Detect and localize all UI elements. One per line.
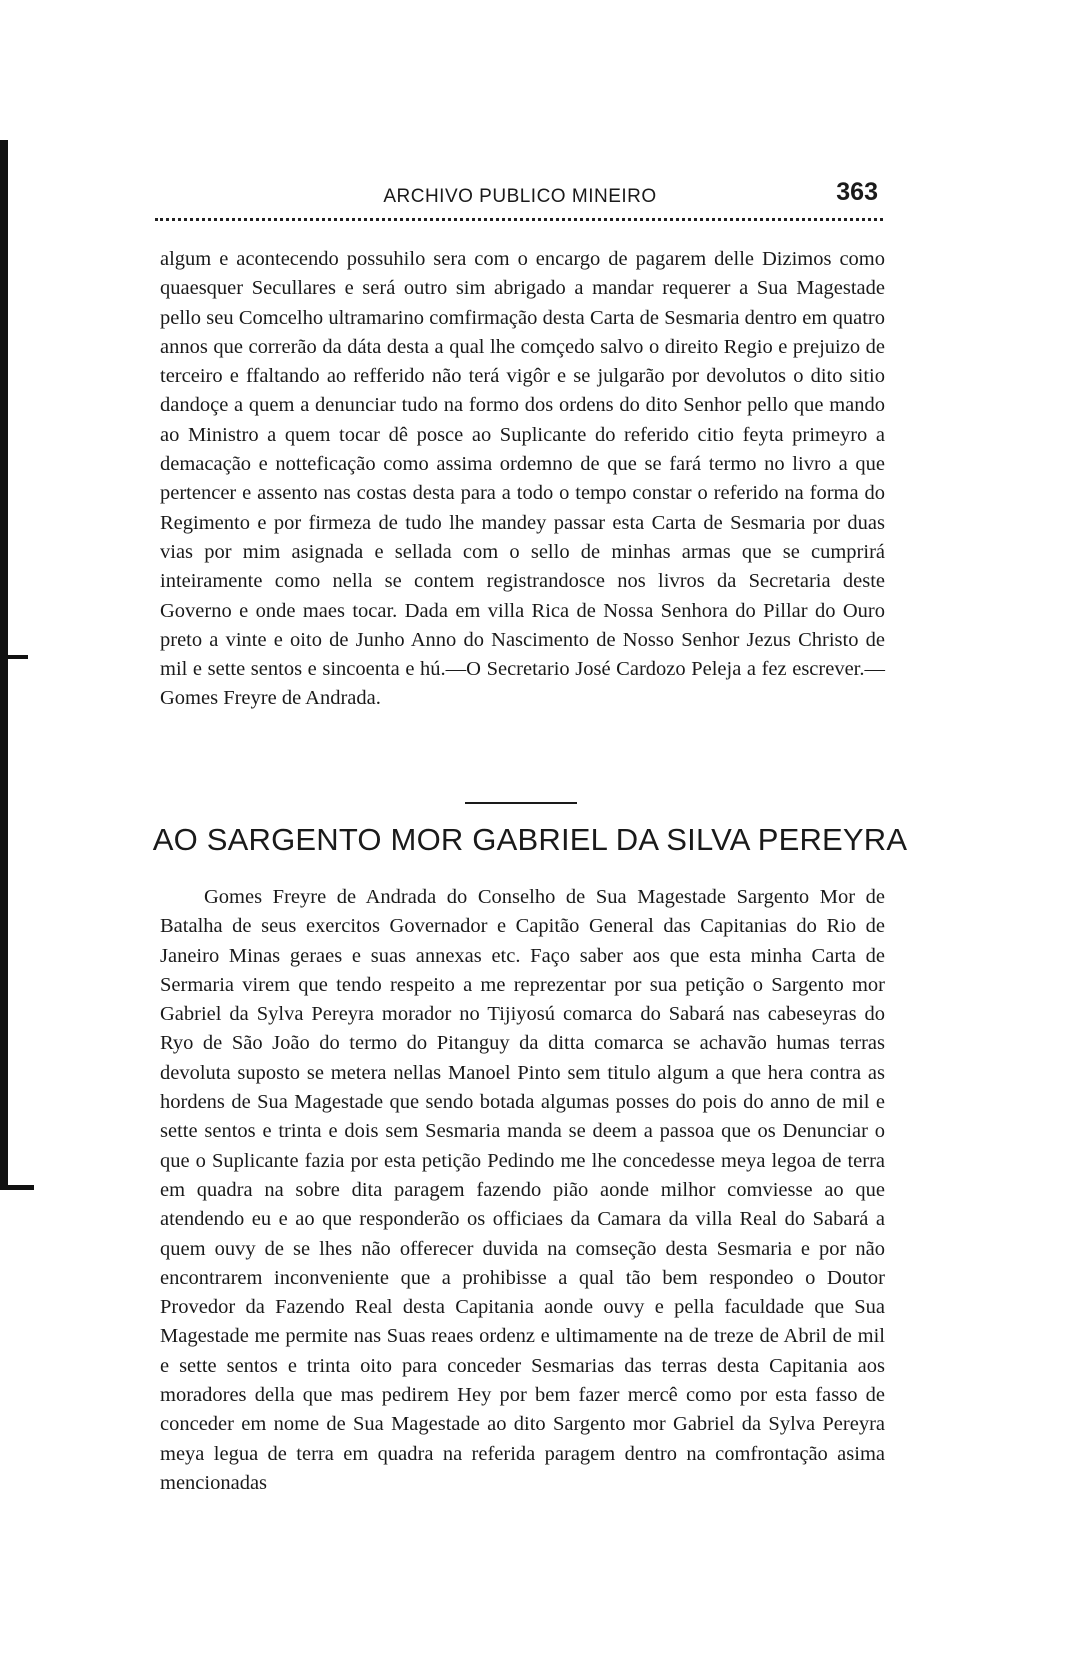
page-number: 363 (836, 178, 878, 206)
edge-mark (0, 1185, 34, 1190)
paragraph-continued-charter: algum e acontecendo possuhilo sera com o encargo de pagarem delle Dizimos como quaesquer Secullares e será outro sim abrigado a mandar requerer a Sua Magestade pello seu Comcelho ultramarino comfirmação desta Carta de Sesmaria dentro em quatro annos que correrão da dáta desta a qual lhe comçedo salvo o direito Regio e prejuizo de terceiro e ffaltando ao refferido não terá vigôr e se julgarão por devolutos o dito sitio dandoçe a quem a denunciar tudo na formo dos ordens do dito Senhor pello que mando ao Ministro a quem tocar dê posce ao Suplicante do referido citio feyta primeyro a demacação e notteficação como assima ordemno de que se fará termo no livro a que pertencer e assento nas costas desta para a todo o tempo constar o referido na forma do Regimento e por firmeza de tudo lhe mandey passar esta Carta de Sesmaria por duas vias por mim asignada e sellada com o sello de minhas armas que se cumprirá inteiramente como nella se contem registrandosce nos livros da Secretaria deste Governo e onde maes tocar. Dada em villa Rica de Nossa Senhora do Pillar do Ouro preto a vinte e oito de Junho Anno do Nascimento de Nosso Senhor Jezus Christo de mil e sette sentos e sincoenta e hú.—O Secretario José Cardozo Peleja a fez escrever.— Gomes Freyre de Andrada. (160, 248, 885, 710)
section-title: AO SARGENTO MOR GABRIEL DA SILVA PEREYRA (152, 822, 908, 857)
paragraph-sesmaria-grant: Gomes Freyre de Andrada do Conselho de Sua Magestade Sargento Mor de Batalha de seus exercitos Governador e Capitão General das Capitanias do Rio de Janeiro Minas geraes e suas annexas etc. Faço saber aos que esta minha Carta de Sermaria virem que tendo respeito a me reprezentar por sua petição o Sargento mor Gabriel da Sylva Pereyra morador no Tijiyosú comarca do Sabará nas cabeseyras do Ryo de São João do termo do Pitanguy da ditta comarca se achavão humas terras devoluta suposto se metera nellas Manoel Pinto sem titulo algum a que hera contra as hordens de Sua Magestade que sendo botada algumas posses do pois do anno de mil e sette sentos e trinta e dois sem Sesmaria manda se deem a passoa que os Denunciar o que o Suplicante fazia por esta petição Pedindo me lhe concedesse meya legoa de terra em quadra na sobre dita paragem fazendo pião aonde milhor comviesse ao que atendendo eu e ao que responderão os officiaes da Camara da villa Real do Sabará a quem ouvy de se lhes não offerecer duvida na comseção desta Sesmaria e por não encontrarem inconveniente que a prohibisse a qual tão bem respondeo o Doutor Provedor da Fazendo Real desta Capitania aonde ouvy e pella faculdade que Sua Magestade me permite nas Suas reaes ordenz e ultimamente na de treze de Abril de mil e sette sentos e trinta oito para conceder Sesmarias das terras desta Capitania aos moradores della que mas pedirem Hey por bem fazer mercê como por esta fasso de conceder em nome de Sua Magestade ao dito Sargento mor Gabriel da Sylva Pereyra meya legua de terra em quadra na referida paragem dentro na comfrontação asima mencionadas (160, 886, 885, 1494)
binding-edge-shadow (0, 140, 8, 1190)
edge-mark (0, 655, 28, 659)
header-rule (155, 218, 883, 221)
running-title: ARCHIVO PUBLICO MINEIRO (383, 186, 657, 207)
section-divider (465, 802, 577, 804)
page-header (160, 178, 880, 216)
